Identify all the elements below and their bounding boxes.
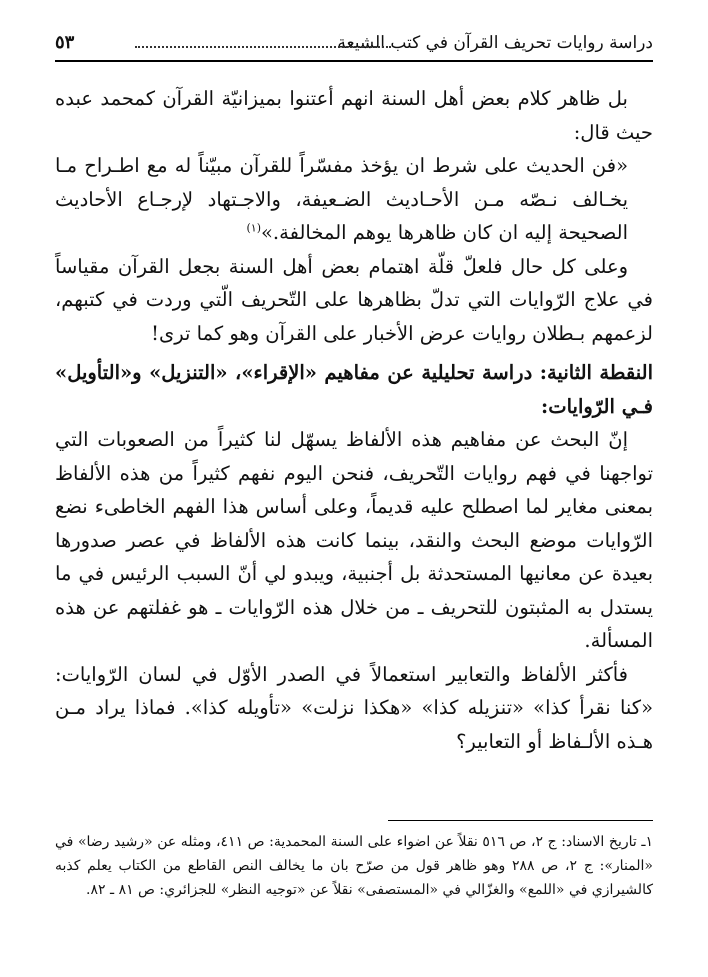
footnote	[55, 830, 653, 902]
quote-text: «فن الحديث على شرط ان يؤخذ مفسّراً للقرآن مبيّناً له مع اطـراح مـا يخـالف نـصّه مـن الأحـاديث الضـعيفة، والاجـتهاد لإرجـاع الأحاديث الصحيحة إليه ان كان ظاهرها يوهم المخالفة.»	[55, 154, 628, 244]
paragraph-2: وعلى كل حال فلعلّ قلّة اهتمام بعض أهل السنة بجعل القرآن مقياساً في علاج الرّوايات التي تدلّ بظاهرها على التّحريف الّتي وردت في كتبهم، لزعمهم بـطلان روايات عرض الأخبار على القرآن وهو كما ترى!	[55, 254, 653, 345]
running-header	[55, 30, 653, 56]
header-leader-dots	[135, 36, 391, 48]
footnote-rule	[388, 820, 653, 821]
footnote-1: ١ـ تاريخ الاسناد: ج ٢، ص ٥١٦ نقلاً عن اضواء على السنة المحمدية: ص ٤١١، ومثله عن «رشيد رضا» في «المنار»: ج ٢، ص ٢٨٨ وهو ظاهر قول من صرّح بان ما يخالف النص القاطع من الكتاب يعلم كذبه كالشيرازي في «اللمع» والغزّالي في «المستصفى» نقلاً عن «توجيه النظر» للجزائري: ص ٨١ ـ ٨٢.	[55, 834, 653, 898]
body-text	[55, 82, 653, 758]
paragraph-3: إنّ البحث عن مفاهيم هذه الألفاظ يسهّل لنا كثيراً من الصعوبات التي تواجهنا في فهم روايات التّحريف، فنحن اليوم نفهم كثيراً من هذه الألفاظ بمعنى مغاير لما اصطلح عليه قديماً، وعلى أساس هذا الفهم الخاطىء نضع الرّوايات موضع البحث والنقد، بينما كانت هذه الألفاظ في عصر صدورها بعيدة عن معانيها المستحدثة بل أجنبية، ويبدو لي أنّ السبب الرئيس في ما يستدل به المثبتون للتحريف ـ من خلال هذه الرّوايات ـ هو غفلتهم عن هذه المسألة.	[55, 428, 653, 652]
footnote-ref: (١)	[246, 221, 261, 235]
header-title: دراسة روايات تحريف القرآن في كتب الشيعة	[337, 33, 653, 53]
header-rule	[55, 60, 653, 62]
paragraph-1: بل ظاهر كلام بعض أهل السنة انهم أعتنوا بميزانيّة القرآن كمحمد عبده حيث قال:	[55, 87, 653, 144]
page-number: ٥٣	[55, 32, 75, 53]
paragraph-4: فأكثر الألفاظ والتعابير استعمالاً في الصدر الأوّل في لسان الرّوايات: «كنا نقرأ كذا» «تنزيله كذا» «هكذا نزلت» «تأويله كذا». فماذا يراد مـن هـذه الألـفاظ أو التعابير؟	[55, 662, 653, 753]
block-quote	[55, 149, 653, 250]
section-heading: النقطة الثانية: دراسة تحليلية عن مفاهيم «الإقراء»، «التنزيل» و«التأويل» فـي الرّوايات:	[55, 361, 653, 418]
